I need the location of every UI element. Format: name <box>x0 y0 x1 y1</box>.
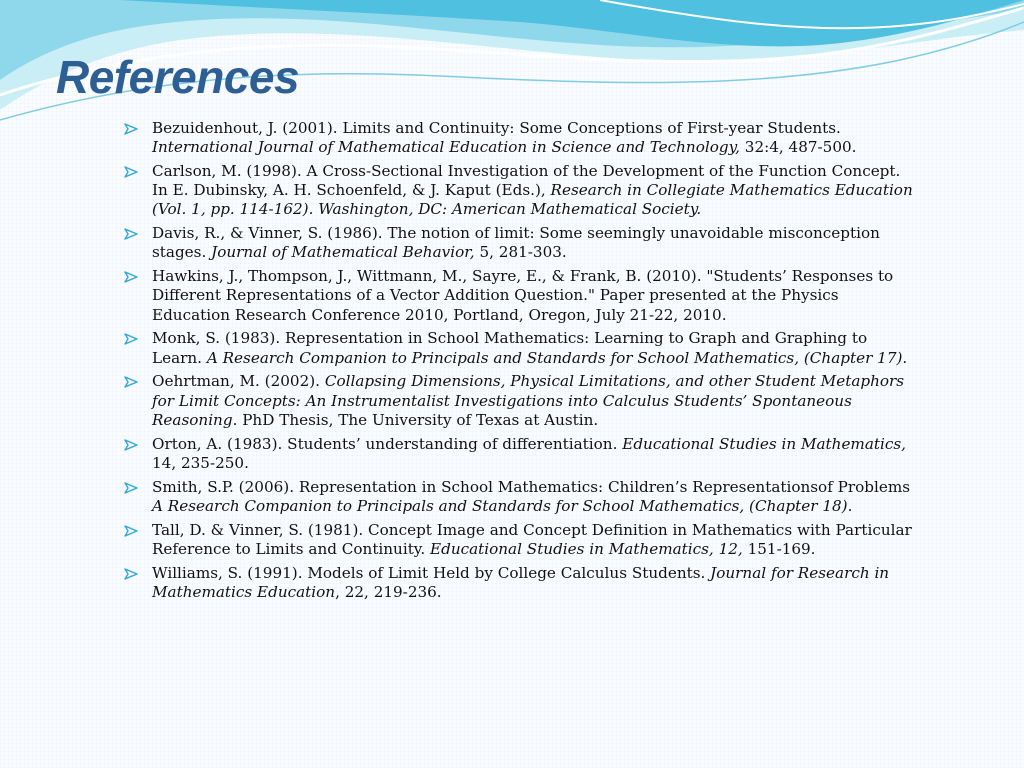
reference-list <box>124 119 914 607</box>
reference-source: Journal for Research in Mathematics Education <box>152 563 890 601</box>
arrow-bullet-icon <box>124 333 138 345</box>
reference-text: Davis, R., & Vinner, S. (1986). The notion of limit: Some seemingly unavoidable misconception stages. <box>152 224 880 262</box>
reference-details: 5, 281-303. <box>474 243 567 262</box>
reference-source: Educational Studies in Mathematics, 12, <box>430 539 743 558</box>
reference-source: International Journal of Mathematical Education in Science and Technology, <box>152 138 740 157</box>
list-item <box>124 564 914 602</box>
reference-text: Bezuidenhout, J. (2001). Limits and Continuity: Some Conceptions of First-year Students. <box>152 119 841 137</box>
reference-details: , 22, 219-236. <box>335 582 442 601</box>
page-title: References <box>56 51 300 103</box>
arrow-bullet-icon <box>124 482 138 494</box>
arrow-bullet-icon <box>124 376 138 388</box>
list-item <box>124 119 914 157</box>
reference-details: . <box>902 348 908 367</box>
list-item <box>124 267 914 325</box>
reference-source: A Research Companion to Principals and Standards for School Mathematics, (Chapter 17) <box>206 348 903 367</box>
reference-source: Collapsing Dimensions, Physical Limitations, and other Student Metaphors for Limit Concepts: An Instrumentalist Investigations into Calculus Students’ Spontaneous Reasoning <box>152 372 905 429</box>
arrow-bullet-icon <box>124 166 138 178</box>
reference-text: Hawkins, J., Thompson, J., Wittmann, M., Sayre, E., & Frank, B. (2010). "Students’ Responses to Different Representations of a Vector Addition Question." Paper presented at the Physics Education Research Conference 2010, Portland, Oregon, July 21-22, 2010. <box>152 267 894 324</box>
reference-source: Research in Collegiate Mathematics Education (Vol. 1, pp. 114-162). Washington, DC: American Mathematical Society. <box>152 181 913 219</box>
reference-text: Monk, S. (1983). Representation in School Mathematics: Learning to Graph and Graphing to Learn. <box>152 329 868 367</box>
reference-text: Oehrtman, M. (2002). <box>152 372 325 391</box>
list-item <box>124 478 914 516</box>
reference-text: Carlson, M. (1998). A Cross-Sectional Investigation of the Development of the Function Concept. In E. Dubinsky, A. H. Schoenfeld, & J. Kaput (Eds.), <box>152 162 901 200</box>
reference-source: Journal of Mathematical Behavior, <box>211 243 475 262</box>
reference-text: Tall, D. & Vinner, S. (1981). Concept Image and Concept Definition in Mathematics with Particular Reference to Limits and Continuity. <box>152 520 912 558</box>
arrow-bullet-icon <box>124 123 138 135</box>
list-item <box>124 372 914 430</box>
reference-text: Smith, S.P. (2006). Representation in School Mathematics: Children’s Representationsof Problems <box>152 477 911 496</box>
arrow-bullet-icon <box>124 439 138 451</box>
list-item <box>124 521 914 559</box>
reference-details: 151-169. <box>742 539 816 558</box>
reference-text: Williams, S. (1991). Models of Limit Held by College Calculus Students. <box>152 563 711 582</box>
list-item <box>124 329 914 367</box>
reference-details: . <box>847 496 853 515</box>
reference-source: Educational Studies in Mathematics, <box>622 434 906 453</box>
reference-details: . PhD Thesis, The University of Texas at Austin. <box>232 410 599 429</box>
arrow-bullet-icon <box>124 271 138 283</box>
reference-text: Orton, A. (1983). Students’ understanding of differentiation. <box>152 434 623 453</box>
reference-details: 14, 235-250. <box>152 453 249 472</box>
list-item <box>124 162 914 220</box>
list-item <box>124 224 914 262</box>
list-item <box>124 435 914 473</box>
arrow-bullet-icon <box>124 525 138 537</box>
reference-source: A Research Companion to Principals and Standards for School Mathematics, (Chapter 18) <box>152 496 848 515</box>
reference-details: 32:4, 487-500. <box>739 138 857 157</box>
arrow-bullet-icon <box>124 228 138 240</box>
arrow-bullet-icon <box>124 568 138 580</box>
